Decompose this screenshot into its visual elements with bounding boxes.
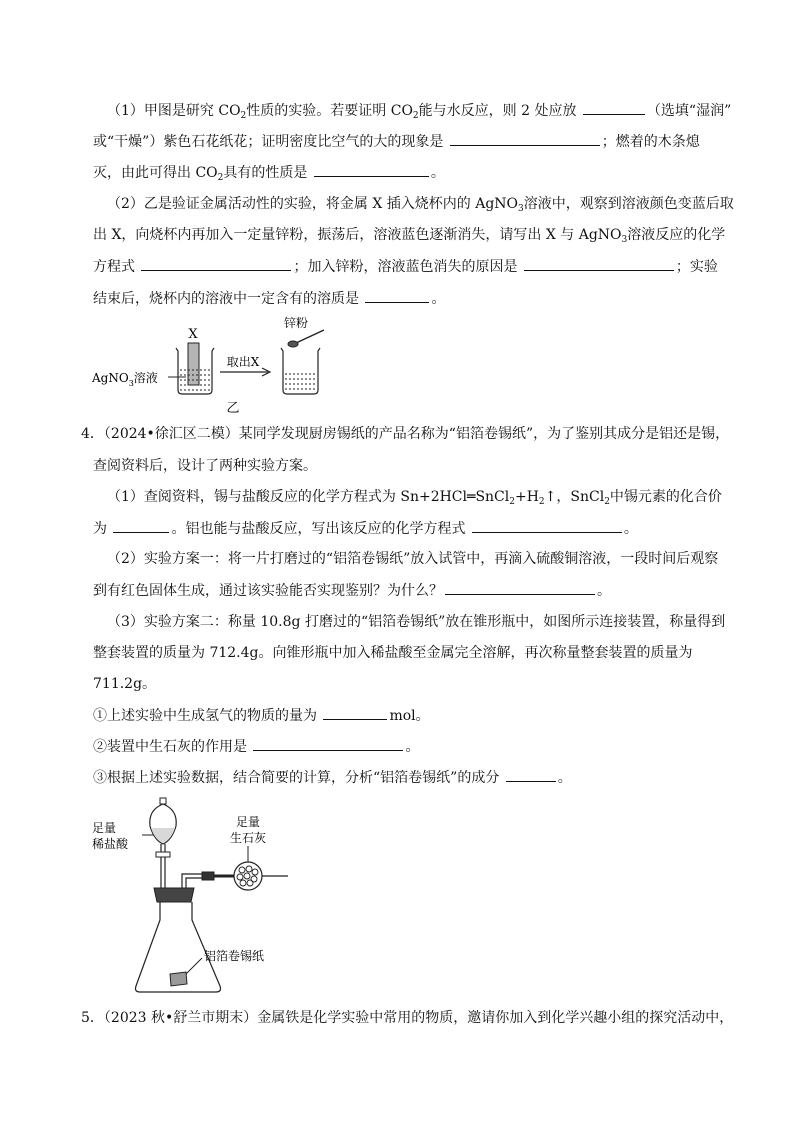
q3-p2-line4: 结束后，烧杯内的溶液中一定含有的溶质是 。: [93, 288, 705, 309]
funnel-stopper: [160, 798, 166, 804]
answer-blank[interactable]: [524, 256, 674, 271]
rubber-stopper: [154, 888, 194, 902]
figure-yi: [90, 312, 330, 417]
q4-sub2: ②装置中生石灰的作用是 。: [93, 736, 705, 757]
zinc-label: 锌粉: [283, 316, 309, 330]
q4-p3-line2: 整套装置的质量为 712.4g。向锥形瓶中加入稀盐酸至金属完全溶解，再次称量整套装置的质量为: [93, 645, 693, 661]
arrow-label: 取出X: [226, 355, 260, 369]
foil-sample: [170, 972, 187, 986]
q4-p2-line2: 到有红色固体生成，通过该实验能否实现鉴别？为什么？ 。: [93, 580, 705, 601]
q4-p2-line1: （2）实验方案一：将一片打磨过的“铝箔卷锡纸”放入试管中，再滴入硫酸铜溶液，一段时间后观察: [107, 551, 719, 567]
solution-label: AgNO$_3$溶液: [92, 371, 158, 388]
lime-label-1: 足量: [235, 815, 261, 829]
answer-blank[interactable]: [450, 131, 600, 146]
answer-blank[interactable]: [506, 767, 556, 782]
lime-label-2: 生石灰: [229, 831, 267, 845]
funnel-stopcock: [156, 852, 170, 857]
spoon-handle: [296, 330, 324, 343]
q3-p1-line2: 或“干燥”）紫色石花纸花；证明密度比空气的大的现象是 ；燃着的木条熄: [93, 131, 705, 152]
q4-line1: 4．（2024•徐汇区二模）某同学发现厨房锡纸的产品名称为“铝箔卷锡纸”，为了鉴别其成分是铝还是锡，: [81, 426, 730, 442]
q4-p3-line1: （3）实验方案二：称量 10.8g 打磨过的“铝箔卷锡纸”放在锥形瓶中，如图所示连接装置，称量得到: [107, 614, 726, 630]
x-label: X: [188, 327, 198, 342]
q4-p1-line1: （1）查阅资料，锡与盐酸反应的化学方程式为 $Sn+2HCl═SnCl_2+H_2↑$，SnCl$_2$中锡元素的化合价: [107, 489, 722, 507]
q4-p1-line2: 为 。铝也能与盐酸反应，写出该反应的化学方程式 。: [93, 518, 705, 539]
metal-x-strip: [188, 343, 199, 385]
tube-connector: [202, 872, 214, 880]
answer-blank[interactable]: [445, 580, 595, 595]
answer-blank[interactable]: [113, 518, 169, 533]
q3-p2-line2: 出 X，向烧杯内再加入一定量锌粉，振荡后，溶液蓝色逐渐消失，请写出 X 与 AgNO$_3$溶液反应的化学: [93, 227, 726, 245]
liquid-right: [285, 374, 316, 389]
q4-p3-line3: 711.2g。: [93, 676, 157, 692]
answer-blank[interactable]: [141, 256, 291, 271]
foil-label: 铝箔卷锡纸: [204, 949, 265, 963]
q3-p1-line1: （1）甲图是研究 $CO_2$性质的实验。若要证明 $CO_2$能与水反应，则 2 处应放 （选填“湿润”: [107, 100, 719, 121]
answer-blank[interactable]: [323, 705, 387, 720]
q5-line1: 5．（2023 秋•舒兰市期末）金属铁是化学实验中常用的物质，邀请你加入到化学兴趣小组的探究活动中，: [81, 1010, 734, 1026]
answer-blank[interactable]: [253, 736, 403, 751]
answer-blank[interactable]: [472, 518, 622, 533]
spoon-bowl: [288, 341, 298, 347]
answer-blank[interactable]: [583, 100, 645, 115]
answer-blank[interactable]: [314, 162, 429, 177]
acid-label-1: 足量: [92, 821, 117, 835]
q4-line2: 查阅资料后，设计了两种实验方案。: [93, 458, 317, 474]
foil-pointer: [186, 958, 202, 974]
acid-label-2: 稀盐酸: [92, 837, 129, 851]
q4-sub1: ①上述实验中生成氢气的物质的量为 mol。: [93, 705, 705, 726]
q3-p2-line1: （2）乙是验证金属活动性的实验，将金属 X 插入烧杯内的 AgNO$_3$溶液中，观察到溶液颜色变蓝后取: [107, 196, 734, 214]
funnel-liquid: [151, 828, 175, 843]
apparatus-figure: [90, 790, 310, 1000]
q3-p2-line3: 方程式 ；加入锌粉，溶液蓝色消失的原因是 ；实验: [93, 256, 705, 277]
answer-blank[interactable]: [365, 288, 429, 303]
beaker-right: [281, 348, 320, 394]
figure-caption: 乙: [226, 401, 240, 416]
q4-sub3: ③根据上述实验数据，结合简要的计算，分析“铝箔卷锡纸”的成分 。: [93, 767, 705, 788]
q3-p1-line3: 灭，由此可得出 $CO_2$具有的性质是 。: [93, 162, 705, 183]
